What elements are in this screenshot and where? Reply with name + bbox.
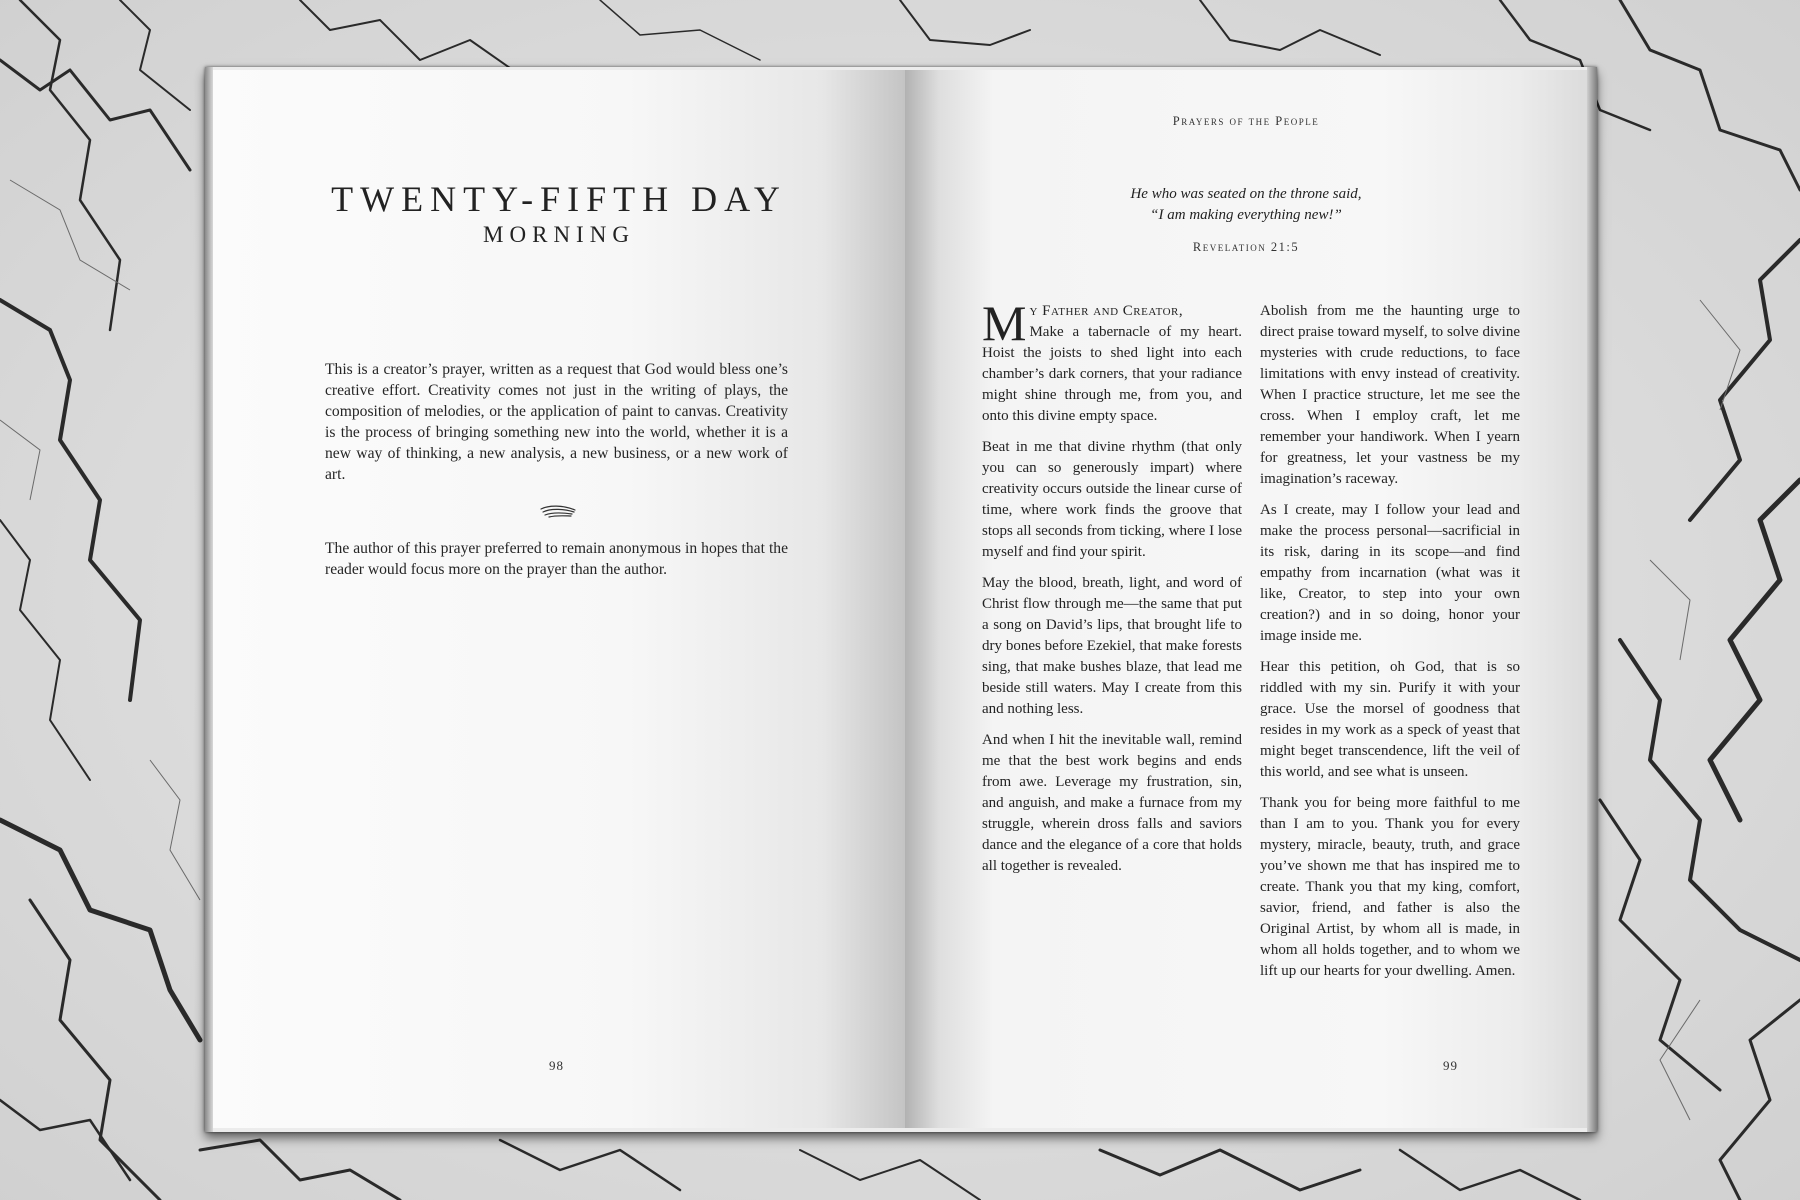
prayer-text: Make a tabernacle of my heart. Hoist the joists to shed light into each chamber’s dark corners, that your radiance might shine through me, from you, and onto this divine empty space. bbox=[982, 324, 1242, 424]
left-page bbox=[213, 70, 905, 1128]
page-number: 99 bbox=[1443, 1058, 1458, 1073]
page-stack-edge-left bbox=[205, 67, 213, 1132]
epigraph-reference: Revelation 21:5 bbox=[1192, 240, 1300, 254]
intro-paragraph: This is a creator’s prayer, written as a request that God would bless one’s creative effort. Creativity comes not just in the writing of plays, the composition of melodies, or the application of paint to canvas. Creativity is the process of bringing something new into the world, whether it is a new way of thinking, a new analysis, a new business, or a new work of art. bbox=[325, 361, 788, 483]
prayer-paragraph: Abolish from me the haunting urge to direct praise toward myself, to solve divine mysteries with crude reductions, to face limitations with envy instead of creativity. When I practice structure, let me see the cross. When I employ craft, let me remember your handiwork. When I yearn for greatness, let your vastness be my imagination’s raceway. bbox=[1260, 303, 1520, 487]
fleuron-ornament-icon bbox=[539, 503, 577, 519]
running-head: Prayers of the People bbox=[1172, 114, 1320, 128]
prayer-paragraph: Hear this petition, oh God, that is so riddled with my sin. Purify it with your grace. Use the morsel of goodness that resides in my work as a speck of yeast that might beget transcendence, lift the veil of this world, and see what is unseen. bbox=[1260, 659, 1520, 780]
prayer-column-right bbox=[1260, 301, 1520, 992]
prayer-paragraph: May the blood, breath, light, and word of Christ flow through me—the same that put a song on David’s lips, that brought life to dry bones before Ezekiel, that make forests sing, that make bushes blaze, that lead me beside still waters. May I create from this and nothing less. bbox=[982, 575, 1242, 717]
epigraph-line: He who was seated on the throne said, bbox=[1130, 186, 1362, 202]
author-note-paragraph: The author of this prayer preferred to remain anonymous in hopes that the reader would focus more on the prayer than the author. bbox=[325, 540, 788, 578]
chapter-subtitle: MORNING bbox=[483, 222, 635, 247]
salutation: y Father and Creator, bbox=[1029, 303, 1184, 319]
page-stack-edge-right bbox=[1587, 67, 1597, 1132]
prayer-column-left bbox=[982, 295, 1242, 887]
prayer-paragraph: Thank you for being more faithful to me than I am to you. Thank you for every mystery, miracle, beauty, truth, and grace you’ve shown me that has inspired me to create. Thank you that my king, comfort, savior, friend, and father is also the Original Artist, by whom all is made, in whom all holds together, and to whom we lift up our hearts for your dwelling. Amen. bbox=[1260, 795, 1520, 979]
epigraph-line: “I am making everything new!” bbox=[1150, 207, 1342, 223]
drop-cap: M bbox=[982, 295, 1027, 351]
chapter-title: TWENTY-FIFTH DAY bbox=[331, 179, 787, 219]
prayer-paragraph bbox=[982, 295, 1242, 427]
epigraph bbox=[905, 184, 1587, 226]
prayer-paragraph: Beat in me that divine rhythm (that only you can so generously impart) where creativity occurs outside the linear curse of time, where work finds the groove that stops all seconds from ticking, where I lose myself and find your spirit. bbox=[982, 439, 1242, 560]
open-book bbox=[205, 67, 1597, 1132]
right-page bbox=[905, 70, 1587, 1128]
page-number: 98 bbox=[549, 1058, 564, 1073]
prayer-paragraph: As I create, may I follow your lead and make the process personal—sacrificial in its risk, daring in its scope—and find empathy from incarnation (what was it like, Creator, to step into your own creation?) and in so doing, honor your image inside me. bbox=[1260, 502, 1520, 644]
prayer-paragraph: And when I hit the inevitable wall, remind me that the best work begins and ends from awe. Leverage my frustration, sin, and anguish, and make a furnace from my struggle, wherein dross falls and saviors dance and the elegance of a core that holds all together is revealed. bbox=[982, 732, 1242, 874]
